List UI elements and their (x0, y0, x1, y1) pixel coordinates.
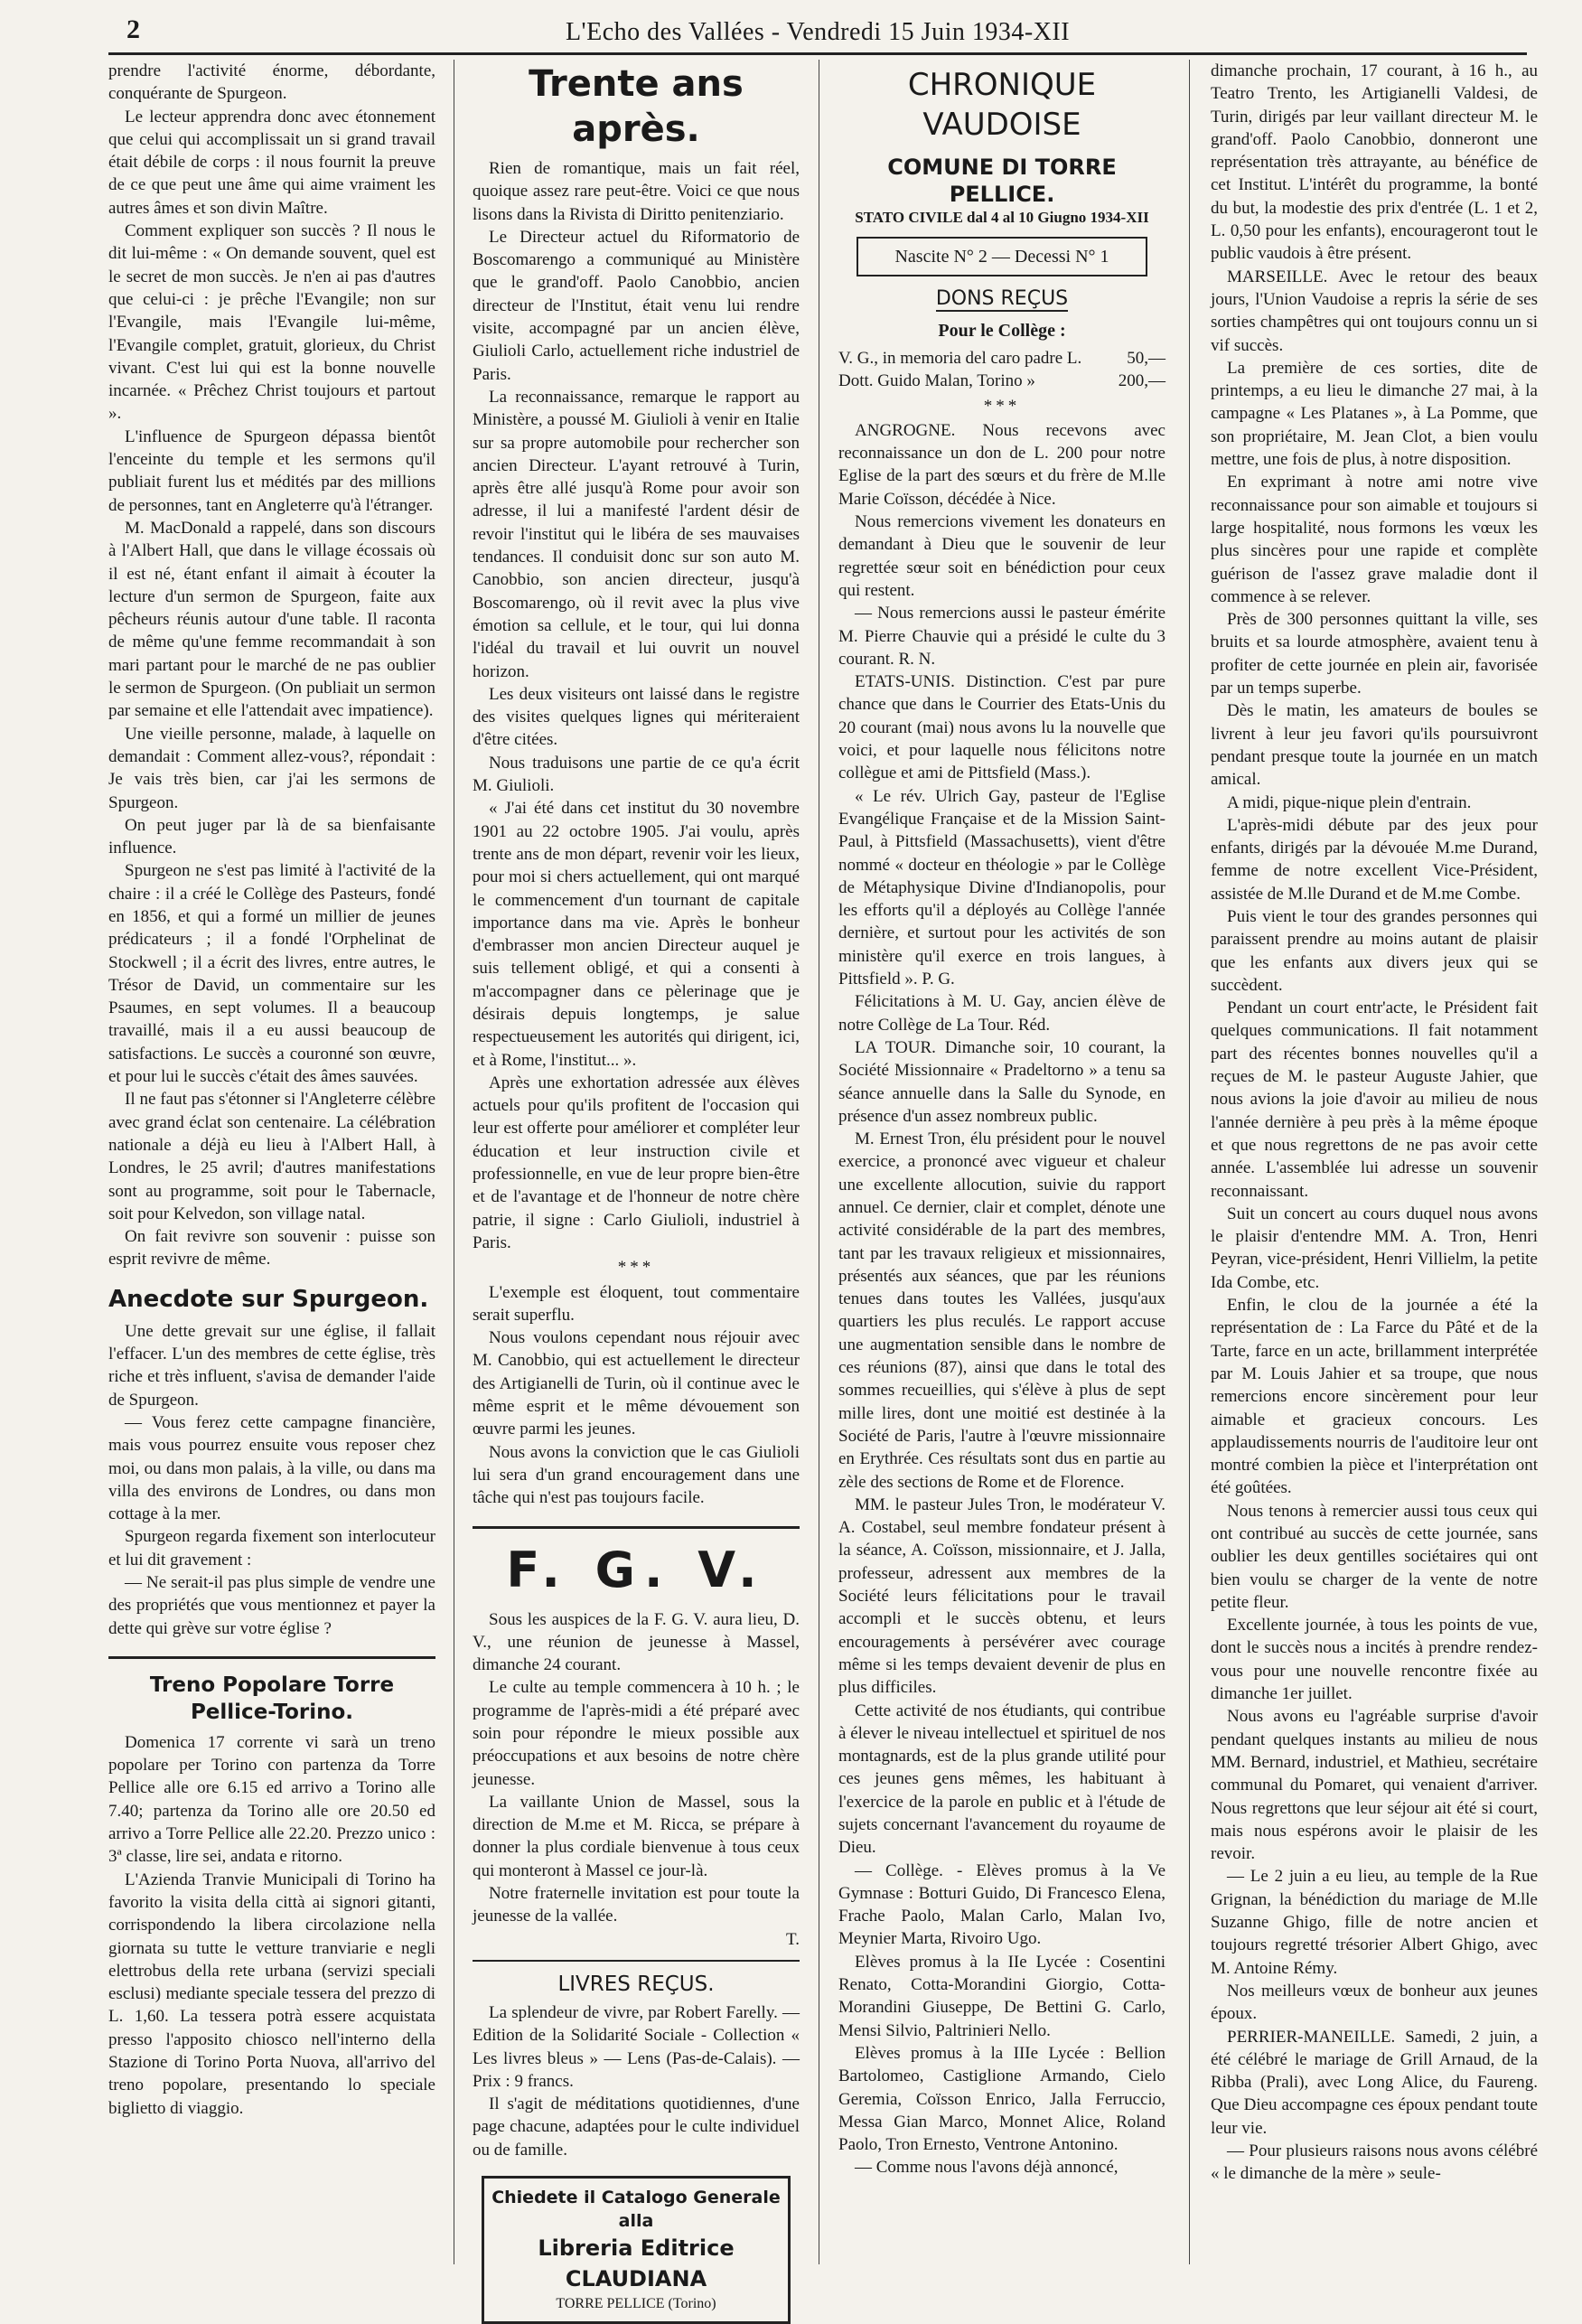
don-name: V. G., in memoria del caro padre L. (838, 349, 1082, 368)
paragraph: Rien de romantique, mais un fait réel, quoique assez rare peut-être. Voici ce que nous lisons dans la Rivista di Diritto penitenziario. (473, 159, 800, 224)
paragraph: — Le 2 juin a eu lieu, au temple de la Rue Grignan, la bénédiction du mariage de M.lle Suzanne Ghigo, fille de notre ancien et toujours regretté trésorier Albert Ghigo, avec M. Antoine Rémy. (1211, 1867, 1538, 1978)
paragraph: Il s'agit de méditations quotidiennes, d'une page chacune, adaptées pour le culte individuel ou de famille. (473, 2094, 800, 2160)
paragraph: Nous remercions vivement les donateurs en demandant à Dieu que le souvenir de leur regrettée sœur soit en bénédiction pour ceux qui restent. (838, 512, 1165, 600)
paragraph: — Vous ferez cette campagne financière, mais vous pourrez ensuite vous reposer chez moi, ou dans mon palais, à la ville, ou dans ma villa des environs de Londres, ou dans mon cottage à la mer. (108, 1412, 435, 1524)
paragraph: PERRIER-MANEILLE. Samedi, 2 juin, a été célébré le mariage de Grill Arnaud, de la Ribba (Prali), avec Long Alice, du Faureng. Que Dieu accompagne ces époux pendant toute leur vie. (1211, 2027, 1538, 2138)
article-heading-treno: Treno Popolare Torre Pellice-Torino. (149, 1673, 395, 1724)
section-divider (473, 1526, 800, 1529)
paragraph: Nos meilleurs vœux de bonheur aux jeunes époux. (1211, 1981, 1538, 2024)
separator-stars: *** (617, 1258, 655, 1278)
column-1 (108, 60, 435, 2264)
paragraph: Comment expliquer son succès ? Il nous le dit lui-même : « On demande souvent, quel est le secret de mon succès. Je n'en ai pas d'autres que celui-ci : je prêche l'Evangile; non sur l'Evangile, mais l'Evangile lui-même, l'Evangile complet, gratuit, glorieux, du Christ vivant. C'est lui qui est la bonne nouvelle incarnée. « Prêchez Christ toujours et partout ». (108, 221, 435, 424)
paragraph: ETATS-UNIS. Distinction. C'est par pure chance que dans le Courrier des Etats-Unis du 20 courant (mai) nous avons lu la nouvelle que voici, et pour laquelle nous félicitons notre collègue et ami de Pittsfield (Mass.). (838, 672, 1165, 783)
article-heading-trente: Trente ans après. (529, 63, 744, 150)
paragraph: En exprimant à notre ami notre vive reconnaissance pour son aimable et toujours si large hospitalité, nous formons les vœux les plus sincères pour une rapide et complète guérison de l'assez grave maladie dont il commence à se relever. (1211, 473, 1538, 606)
don-row (838, 370, 1165, 392)
paragraph: Puis vient le tour des grandes personnes qui paraissent prendre au moins autant de plaisir que les enfants aux divers jeux qui se succèdent. (1211, 906, 1538, 995)
don-amount: 200,— (1118, 371, 1165, 391)
column-3 (838, 60, 1165, 2264)
column-rule (1189, 60, 1190, 2264)
paragraph: Cette activité de nos étudiants, qui contribue à élever le niveau intellectuel et spirituel de nos montagnards, est de la plus grande utilité pour ces jeunes gens mêmes, les habituant à l'exercice de la parole en public et à l'étude de sujets concernant l'avancement du royaume de Dieu. (838, 1701, 1165, 1858)
paragraph: ANGROGNE. Nous recevons avec reconnaissance un don de L. 200 pour notre Eglise de la part des sœurs et du frère de M.lle Marie Coïsson, décédée à Nice. (838, 420, 1165, 509)
paragraph: Une dette grevait sur une église, il fallait l'effacer. L'un des membres de cette église, très riche et très influent, s'avisa de demander l'aide de Spurgeon. (108, 1321, 435, 1410)
paragraph: Le Directeur actuel du Riformatorio de Boscomarengo a communiqué au Ministère que le grand'off. Paolo Canobbio, ancien directeur de l'Institut, était venu lui rendre visite, accompagné par un ancien élève, Giulioli Carlo, actuellement riche industriel de Paris. (473, 227, 800, 384)
paragraph: La reconnaissance, remarque le rapport au Ministère, a poussé M. Giulioli à venir en Italie sur sa propre automobile pour rechercher son ancien Directeur. L'ayant retrouvé à Turin, après être allé jusqu'à Rome pour avoir son adresse, il lui a manifesté l'ardent désir de revoir l'institut qui le libéra de ses mauvaises tendances. Il conduisit donc sur son auto M. Canobbio, son ancien directeur, jusqu'à Boscomarengo, où il revit avec la plus vive émotion sa cellule, et le tour, qui lui donna l'idéal du travail et lui ouvrit un nouvel horizon. (473, 387, 800, 681)
paragraph: « Le rév. Ulrich Gay, pasteur de l'Eglise Evangélique Française et de la Mission Saint-Paul, à Pittsfield (Massachusetts), vient d'être nommé « docteur en théologie » par le Collège de Métaphysique Divine d'Indianopolis, pour les efforts qu'il a déployés au Collège l'année dernière, et surtout pour les activités de son ministère qu'il exerce en trois langues, à Pittsfield ». P. G. (838, 786, 1165, 989)
paragraph: L'exemple est éloquent, tout commentaire serait superflu. (473, 1282, 800, 1325)
article-heading-anecdote: Anecdote sur Spurgeon. (108, 1285, 429, 1313)
paragraph: La splendeur de vivre, par Robert Farelly. — Edition de la Solidarité Sociale - Collection « Les livres bleus » — Lens (Pas-de-Calais). — Prix : 9 francs. (473, 2002, 800, 2091)
paragraph: prendre l'activité énorme, débordante, conquérante de Spurgeon. (108, 61, 435, 104)
paragraph: Nous traduisons une partie de ce qu'a écrit M. Giulioli. (473, 753, 800, 796)
paragraph: Excellente journée, à tous les points de vue, dont le succès nous a incités à prendre rendez-vous pour une nouvelle rencontre fixée au dimanche 1er juillet. (1211, 1616, 1538, 1704)
paragraph: Suit un concert au cours duquel nous avons le plaisir d'entendre MM. A. Tron, Henri Peyran, vice-président, Henri Villielm, la petite Ida Combe, etc. (1211, 1204, 1538, 1292)
advert-location: TORRE PELLICE (Torino) (556, 2296, 716, 2312)
paragraph: — Comme nous l'avons déjà annoncé, (855, 2158, 1119, 2178)
paragraph: Notre fraternelle invitation est pour toute la jeunesse de la vallée. (473, 1884, 800, 1926)
paragraph: La vaillante Union de Massel, sous la direction de M.me et M. Ricca, se prépare à donner la plus cordiale bienvenue à tous ceux qui monteront à Massel ce jour-là. (473, 1792, 800, 1880)
college-heading: Pour le Collège : (938, 321, 1066, 341)
paragraph: M. Ernest Tron, élu président pour le nouvel exercice, a prononcé avec vigueur et chaleur une excellente allocution, suivie du rapport annuel. Ce dernier, clair et complet, dénote une activité considérable de la part des membres, tant par les travaux religieux et missionnaires, présentés aux séances, que par les réunions tenues dans toutes les Vallées, jusqu'aux quartiers les plus reculés. Le rapport accuse une augmentation sensible dans le nombre de ces réunions (87), ainsi que dans le total des sommes recueillies, qui s'élève à plus de sept mille lires, dont une moitié est destinée à la Société de Paris, l'autre à l'œuvre missionnaire en Erythrée. Ces résultats sont dus en partie au zèle des sections de Rome et de Florence. (838, 1129, 1165, 1492)
article-heading-livres: LIVRES REÇUS. (557, 1972, 715, 1996)
paragraph: MM. le pasteur Jules Tron, le modérateur V. A. Costabel, seul membre fondateur présent à la séance, A. Coïsson, missionnaire, et J. Jalla, professeur, adressent aux membres de la Société leurs félicitations pour le travail accompli et le succès obtenu, et leurs encouragements à persévérer avec courage même si les temps devaient devenir de plus en plus difficiles. (838, 1495, 1165, 1698)
paragraph: Une vieille personne, malade, à laquelle on demandait : Comment allez-vous?, répondait : Je vais très bien, car j'ai les sermons de Spurgeon. (108, 724, 435, 812)
paragraph: Le culte au temple commencera à 10 h. ; le programme de l'après-midi a été préparé avec soin pour répondre le mieux possible aux préoccupations et aux besoins de notre chère jeunesse. (473, 1678, 800, 1789)
paragraph: Félicitations à M. U. Gay, ancien élève de notre Collège de La Tour. Réd. (838, 992, 1165, 1035)
section-heading-comune: COMUNE DI TORRE PELLICE. (887, 155, 1117, 207)
paragraph: — Ne serait-il pas plus simple de vendre une des propriétés que vous mentionnez et payer la dette qui grève sur votre église ? (108, 1573, 435, 1638)
section-divider (108, 1656, 435, 1659)
don-row (838, 347, 1165, 370)
paragraph: « J'ai été dans cet institut du 30 novembre 1901 au 22 octobre 1905. J'ai voulu, après trente ans de mon départ, revenir voir les lieux, pour moi si chers actuellement, qui ont marqué le commencement d'un tournant de capitale importance dans ma vie. Après le bonheur d'embrasser mon ancien Directeur auquel je suis tellement obligé, et qui a consenti à m'accompagner dans ce pèlerinage que je désirais depuis longtemps, je salue respectueusement les autorités qui dirigent, ici, et à Rome, l'institut... ». (473, 799, 800, 1070)
paragraph: L'Azienda Tranvie Municipali di Torino ha favorito la visita della città ai signori gitanti, corrispondendo la libera circolazione nella giornata su tutte le vetture tranviarie e negli elettrobus della rete urbana (servizi speciali esclusi) mediante speciale tessera del prezzo di L. 1,60. La tessera potrà essere acquistata presso l'apposito chiosco nell'interno della Stazione di Torino Porta Nuova, all'arrivo del treno popolare, presentando lo speciale biglietto di viaggio. (108, 1870, 435, 2118)
masthead (108, 13, 1527, 55)
don-amount: 50,— (1127, 349, 1165, 368)
paragraph: Elèves promus à la IIe Lycée : Cosentini Renato, Cotta-Morandini Giorgio, Cotta-Morandini Giuseppe, De Bettini G. Carlo, Mensi Silvio, Paltrinieri Nello. (838, 1952, 1165, 2040)
article-heading-fgv: F. G. V. (506, 1541, 766, 1598)
paragraph: Nous avons la conviction que le cas Giulioli lui sera d'un grand encouragement dans une tâche qui n'est pas toujours facile. (473, 1442, 800, 1508)
newspaper-title: L'Echo des Vallées - Vendredi 15 Juin 1934-XII (565, 18, 1071, 46)
paragraph: Les deux visiteurs ont laissé dans le registre des visites quelques lignes qui mériteraient d'être citées. (473, 684, 800, 750)
paragraph: Domenica 17 corrente vi sarà un treno popolare per Torino con partenza da Torre Pellice alle ore 6.15 ed arrivo a Torino alle 7.40; partenza da Torino alle ore 20.50 ed arrivo a Torre Pellice alle 22.20. Prezzo unico : 3ª classe, lire sei, andata e ritorno. (108, 1732, 435, 1867)
advert-publisher: Libreria Editrice CLAUDIANA (538, 2235, 735, 2292)
column-4 (1211, 60, 1538, 2264)
claudiana-advert (482, 2176, 791, 2324)
separator-stars: *** (983, 396, 1021, 416)
paragraph: Le lecteur apprendra donc avec étonnement que celui qui accomplissait un si grand travail était débile de corps : il nous fournit la preuve de ce que peut une âme qui aime vraiment les autres âmes et son divin Maître. (108, 107, 435, 218)
paragraph: dimanche prochain, 17 courant, à 16 h., au Teatro Trento, les Artigianelli Valdesi, de Turin, dirigés par leur vaillant directeur M. le grand'off. Paolo Canobbio, donneront une représentation très attrayante, au bénéfice de cet Institut. L'intérêt du programme, la bonté du but, la modestie des prix d'entrée (L. 1 et 2, L. 0,50 pour les enfants), encourageront tout le public vaudois à être présent. (1211, 61, 1538, 264)
column-2 (473, 60, 800, 2312)
paragraph: A midi, pique-nique plein d'entrain. (1227, 792, 1472, 812)
paragraph: Il ne faut pas s'étonner si l'Angleterre célèbre avec grand éclat son centenaire. La célébration nationale a déjà eu lieu à l'Albert Hall, à Londres, le 25 avril; d'autres manifestations sont au programme, soit pour le Tabernacle, soit pour Kelvedon, son village natal. (108, 1090, 435, 1223)
paragraph: On fait revivre son souvenir : puisse son esprit revivre de même. (108, 1227, 435, 1270)
paragraph: L'après-midi débute par des jeux pour enfants, dirigés par la dévouée M.me Durand, femme de notre excellent Vice-Président, assistée de M.lle Durand et de M.me Combe. (1211, 815, 1538, 904)
paragraph: Spurgeon regarda fixement son interlocuteur et lui dit gravement : (108, 1527, 435, 1570)
paragraph: Après une exhortation adressée aux élèves actuels pour qu'ils profitent de l'occasion qui leur est offerte pour améliorer et compléter leur éducation et leur instruction civile et professionnelle, en vue de leur propre bien-être et de l'avantage et de l'honneur de notre chère patrie, il signe : Carlo Giulioli, industriel à Paris. (473, 1073, 800, 1252)
paragraph: M. MacDonald a rappelé, dans son discours à l'Albert Hall, que dans le village écossais où il est né, étant enfant il aimait à écouter la lecture d'un sermon de Spurgeon, faite aux pêcheurs réunis autour d'une table. Il raconta de même qu'une femme recommandait à son mari partant pour le marché de ne pas oublier le sermon de Spurgeon. (On publiait un sermon par semaine et elle l'attendait avec impatience). (108, 518, 435, 721)
paragraph: Près de 300 personnes quittant la ville, ses bruits et sa lourde atmosphère, avaient tenu à profiter de cette journée en plein air, favorisée par un temps superbe. (1211, 610, 1538, 698)
paragraph: Pendant un court entr'acte, le Président fait quelques communications. Il fait notamment part des récentes bonnes nouvelles qu'il a reçues de M. le pasteur Auguste Jahier, que nous avions la joie d'avoir au milieu de nous l'année dernière à peu près à la même époque et que nous regrettons de ne pas avoir cette année. L'assemblée lui adresse un souvenir reconnaissant. (1211, 998, 1538, 1201)
nascite-box: Nascite N° 2 — Decessi N° 1 (857, 237, 1147, 276)
paragraph: Dès le matin, les amateurs de boules se livrent à leur jeu favori qu'ils poursuivront pendant presque toute la journée en un match amical. (1211, 701, 1538, 790)
paragraph: Nous tenons à remercier aussi tous ceux qui ont contribué au succès de cette journée, sans oublier les deux gentilles sociétaires qui ont bien voulu se charger de la vente de notre petite fleur. (1211, 1501, 1538, 1612)
paragraph: Nous avons eu l'agréable surprise d'avoir pendant quelques instants au milieu de nous MM. Bernard, industriel, et Mathieu, secrétaire communal du Pomaret, qui venaient d'arriver. Nous regrettons que leur séjour ait été si court, mais nous espérons avoir le plaisir de les revoir. (1211, 1707, 1538, 1864)
advert-line: Chiedete il Catalogo Generale alla (491, 2188, 781, 2232)
paragraph: Elèves promus à la IIIe Lycée : Bellion Bartolomeo, Castiglione Armando, Cielo Geremia, Coïsson Enrico, Jalla Ferruccio, Messa Gian Marco, Monnet Alice, Roland Paolo, Tron Ernesto, Ventrone Antonino. (838, 2043, 1165, 2155)
signature: T. (786, 1929, 800, 1949)
paragraph: — Nous remercions aussi le pasteur émérite M. Pierre Chauvie qui a présidé le culte du 3 courant. R. N. (838, 604, 1165, 669)
paragraph: MARSEILLE. Avec le retour des beaux jours, l'Union Vaudoise a repris la série de ses sorties champêtres qui ont toujours connu un si vif succès. (1211, 267, 1538, 355)
paragraph: LA TOUR. Dimanche soir, 10 courant, la Société Missionnaire « Pradeltorno » a tenu sa séance annuelle dans la Salle du Synode, en présence d'un assez nombreux public. (838, 1037, 1165, 1126)
page-number: 2 (126, 14, 140, 44)
section-heading-dons (838, 286, 1165, 313)
paragraph: — Pour plusieurs raisons nous avons célébré « le dimanche de la mère » seule- (1211, 2141, 1538, 2184)
paragraph: Spurgeon ne s'est pas limité à l'activité de la chaire : il a créé le Collège des Pasteurs, fondé en 1856, et qui a formé un millier de jeunes prédicateurs ; il a fondé l'Orphelinat de Stockwell ; il a écrit des livres, entre autres, le Trésor de David, un commentaire sur les Psaumes, en sept volumes. Il a beaucoup travaillé, mais il a eu aussi beaucoup de satisfactions. Le succès a couronné son œuvre, et pour lui le succès c'était des âmes sauvées. (108, 861, 435, 1087)
paragraph: Sous les auspices de la F. G. V. aura lieu, D. V., une réunion de jeunesse à Massel, dimanche 24 courant. (473, 1609, 800, 1675)
paragraph: — Collège. - Elèves promus à la Ve Gymnase : Botturi Guido, Di Francesco Elena, Frache Paolo, Malan Carlo, Malan Ivo, Meynier Marta, Rivoiro Ugo. (838, 1860, 1165, 1949)
paragraph: L'influence de Spurgeon dépassa bientôt l'enceinte du temple et les sermons qu'il publiait furent lus et médités par des millions de personnes, tant en Angleterre qu'à l'étranger. (108, 426, 435, 515)
section-divider (473, 1960, 800, 1962)
section-heading-chronique: CHRONIQUE VAUDOISE (907, 67, 1097, 143)
paragraph: On peut juger par là de sa bienfaisante influence. (108, 815, 435, 858)
paragraph: La première de ces sorties, dite de printemps, a eu lieu le dimanche 27 mai, à la campagne « Les Platanes », à La Pomme, que son propriétaire, M. Jean Clot, a bien voulu mettre, une fois de plus, à notre disposition. (1211, 358, 1538, 470)
don-name: Dott. Guido Malan, Torino » (838, 371, 1035, 391)
stato-civile-line: STATO CIVILE dal 4 al 10 Giugno 1934-XII (855, 209, 1149, 226)
dons-title: DONS REÇUS (935, 287, 1069, 310)
paragraph: Nous voulons cependant nous réjouir avec M. Canobbio, qui est actuellement le directeur des Artigianelli de Turin, où il continue avec le même esprit et le même dévouement son œuvre parmi les jeunes. (473, 1328, 800, 1439)
paragraph: Enfin, le clou de la journée a été la représentation de : La Farce du Pâté et de la Tarte, farce en un acte, brillamment interprétée par M. Louis Jahier et sa troupe, que nous remercions encore sincèrement pour leur aimable et gracieux concours. Les applaudissements nourris de l'auditoire leur ont montré combien la pièce et l'interprétation ont été goûtées. (1211, 1296, 1538, 1498)
